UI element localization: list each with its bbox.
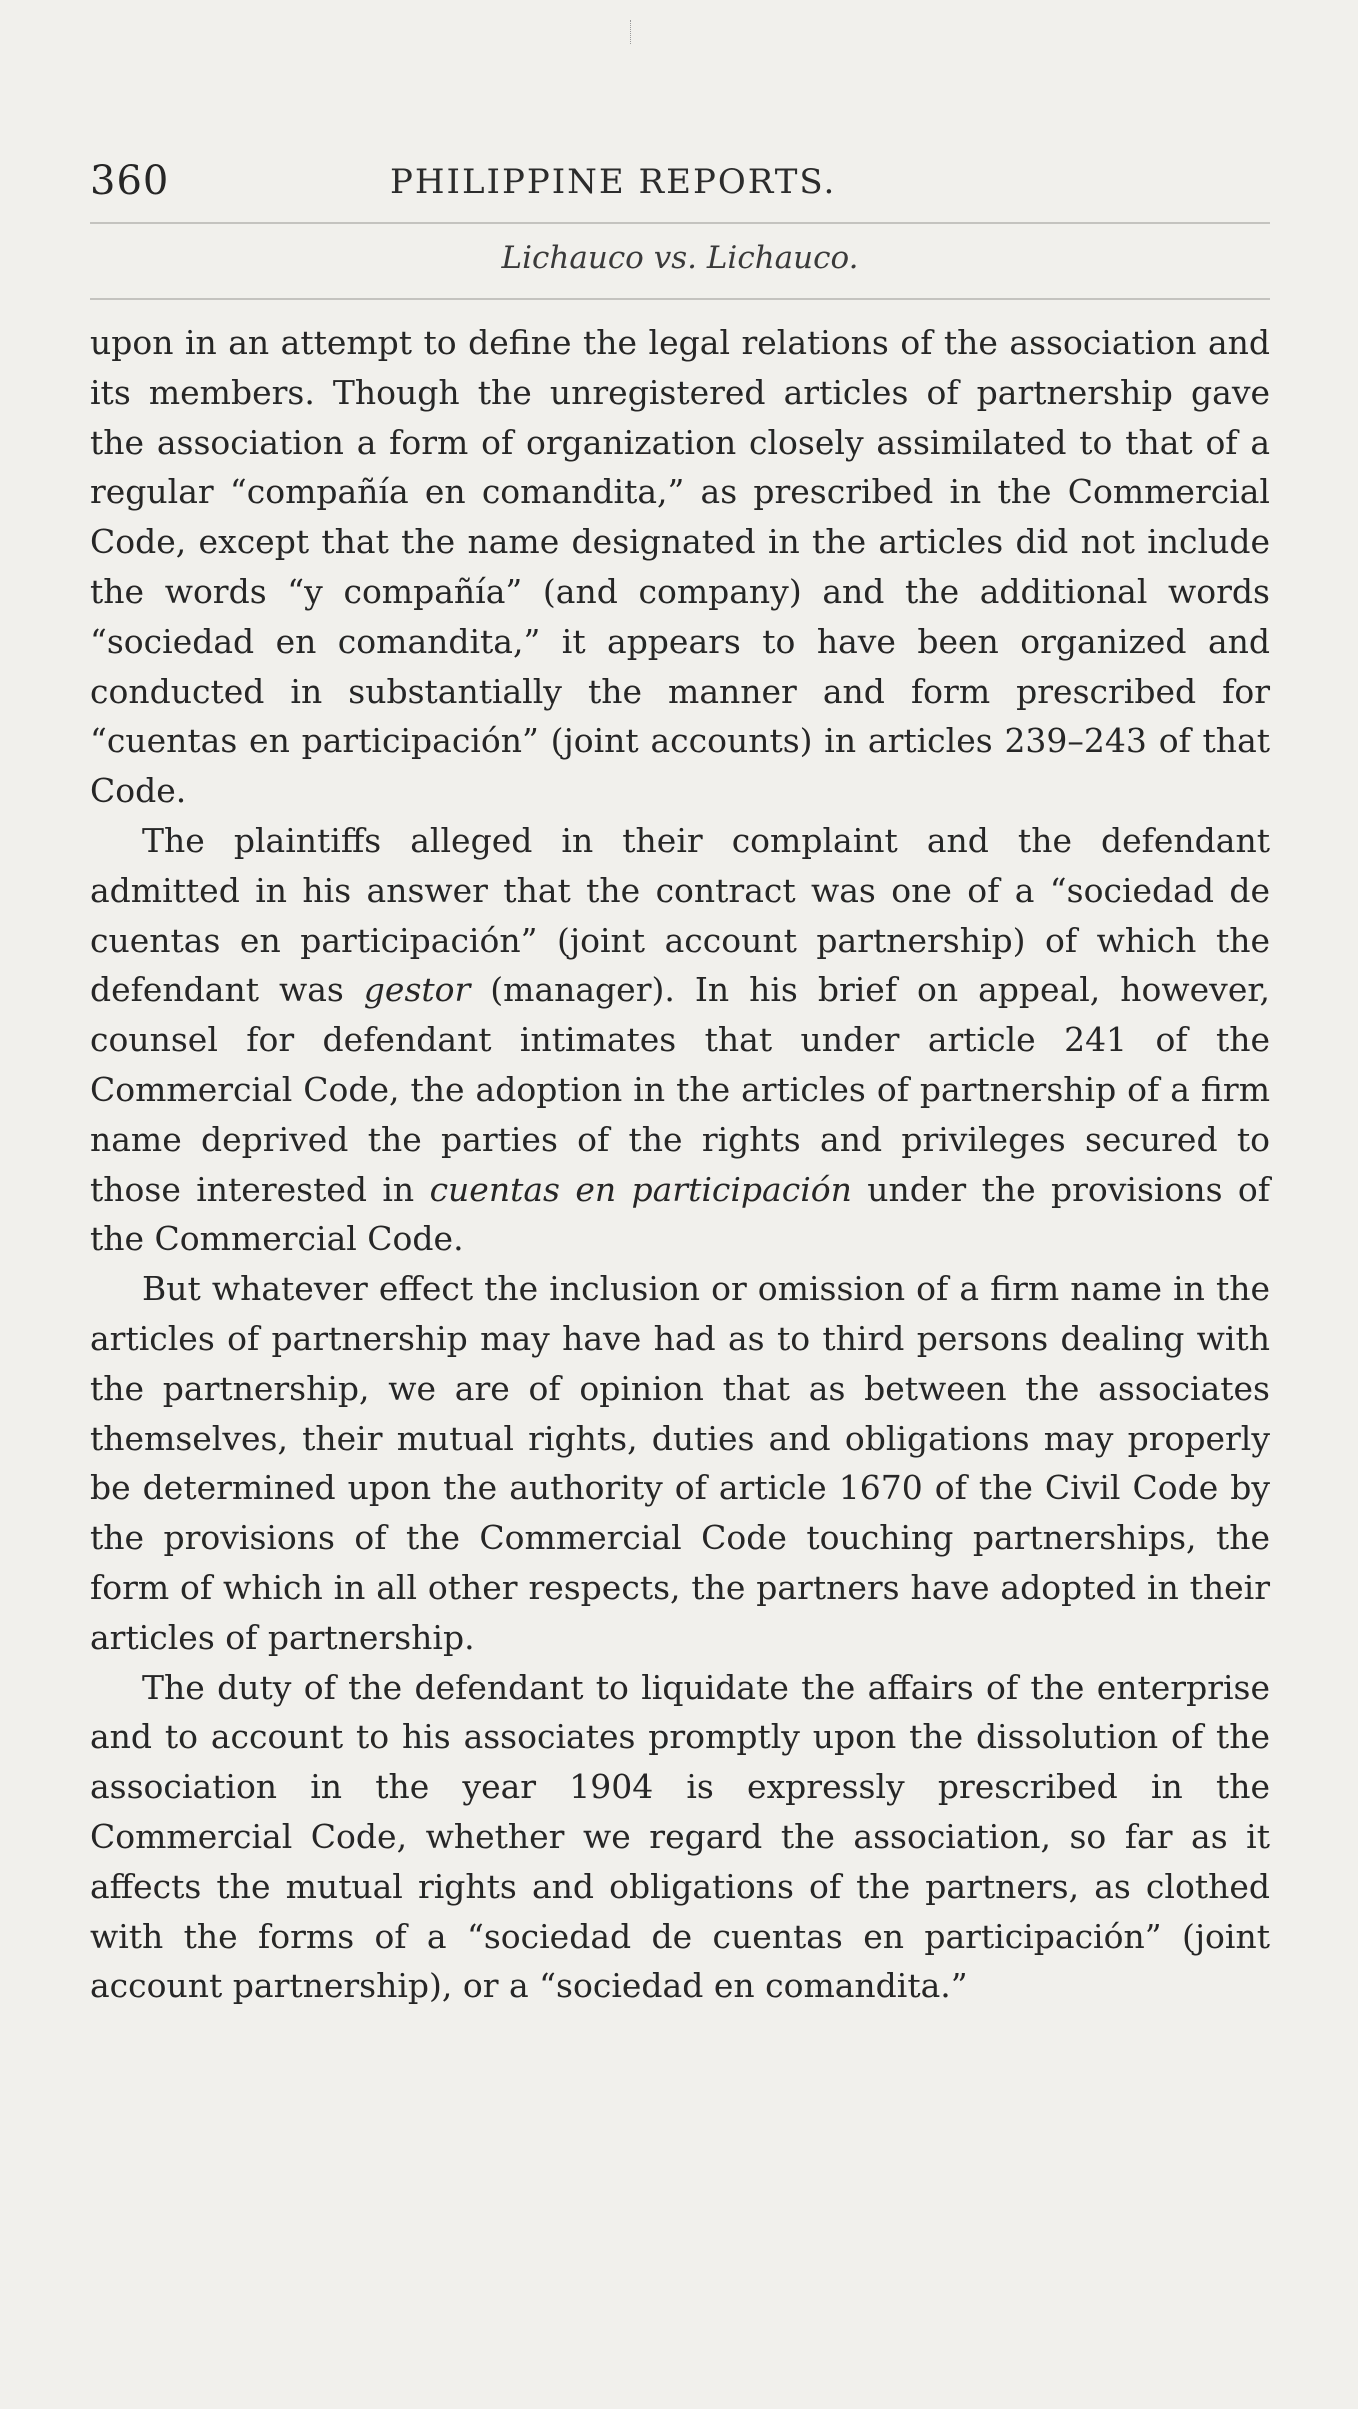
paragraph-2 xyxy=(90,816,1270,1264)
header-rule xyxy=(90,222,1270,224)
italic-term-gestor: gestor xyxy=(363,970,471,1010)
scan-mark xyxy=(630,20,632,44)
italic-term-cuentas: cuentas en participación xyxy=(429,1169,852,1209)
paragraph-2-part-b: (manager). In his brief on appeal, however, counsel for defendant intimates that under article 241 of the Commercial Code, the adoption in the articles of partnership of a firm name deprived the parties of the rights and privileges secured to those interested in xyxy=(90,970,1270,1209)
body-text xyxy=(90,318,1270,2011)
case-title: Lichauco vs. Lichauco. xyxy=(501,240,859,276)
paragraph-4: The duty of the defendant to liquidate the affairs of the enterprise and to account to his associates promptly upon the dissolution of the association in the year 1904 is expressly prescribed in the Commercial Code, whether we regard the association, so far as it affects the mutual rights and obligations of the partners, as clothed with the forms of a “sociedad de cuentas en participación” (joint account partnership), or a “sociedad en comandita.” xyxy=(90,1667,1270,2006)
paragraph-3: But whatever effect the inclusion or omission of a firm name in the articles of partnership may have had as to third persons dealing with the partnership, we are of opinion that as between the associates themselves, their mutual rights, duties and obligations may properly be determined upon the authority of article 1670 of the Civil Code by the provisions of the Commercial Code touching partnerships, the form of which in all other respects, the partners have adopted in their articles of partnership. xyxy=(90,1269,1270,1657)
case-title-rule xyxy=(90,298,1270,300)
paragraph-2-part-c: under the provisions of the Commercial Code. xyxy=(90,1169,1270,1259)
paragraph-1: upon in an attempt to define the legal relations of the association and its members. Though the unregistered articles of partnership gave the association a form of organization closely assimilated to that of a regular “compañía en comandita,” as prescribed in the Commercial Code, except that the name designated in the articles did not include the words “y compañía” (and company) and the additional words “sociedad en comandita,” it appears to have been organized and conducted in substantially the manner and form prescribed for “cuentas en participación” (joint accounts) in articles 239–243 of that Code. xyxy=(90,323,1270,811)
page-header xyxy=(90,150,1270,214)
page-number: 360 xyxy=(90,158,170,204)
paragraph-2-part-a: The plaintiffs alleged in their complaint and the defendant admitted in his answer that the contract was one of a “sociedad de cuentas en participación” (joint account partnership) of which the defendant was xyxy=(90,820,1270,1010)
running-title: PHILIPPINE REPORTS. xyxy=(390,162,837,202)
